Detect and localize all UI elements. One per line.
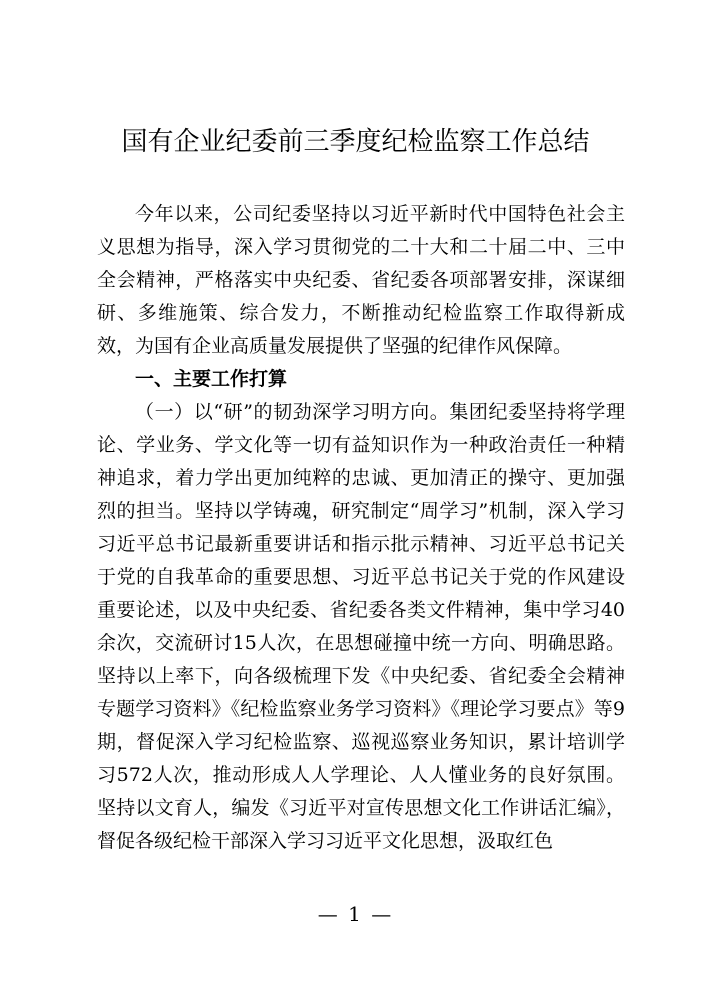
section-heading: 一、主要工作打算 [135,368,288,390]
section-paragraph: （一）以“研”的韧劲深学习明方向。集团纪委坚持将学理论、学业务、学文化等一切有益知识作为一种政治责任一种精神追求，着力学出更加纯粹的忠诚、更加清正的操守、更加强烈的担当。坚持以学铸魂，研究制定“周学习”机制，深入学习习近平总书记最新重要讲话和指示批示精神、习近平总书记关于党的自我革命的重要思想、习近平总书记关于党的作风建设重要论述，以及中央纪委、省纪委各类文件精神，集中学习40余次，交流研讨15人次，在思想碰撞中统一方向、明确思路。坚持以上率下，向各级梳理下发《中央纪委、省纪委全会精神专题学习资料》《纪检监察业务学习资料》《理论学习要点》等9期，督促深入学习纪检监察、巡视巡察业务知识，累计培训学习572人次，推动形成人人学理论、人人懂业务的良好氛围。坚持以文育人，编发《习近平对宣传思想文化工作讲话汇编》，督促各级纪检干部深入学习习近平文化思想，汲取红色 [97,401,625,852]
page-number: — 1 — [317,902,394,926]
document-title: 国有企业纪委前三季度纪检监察工作总结 [121,127,590,157]
intro-paragraph: 今年以来，公司纪委坚持以习近平新时代中国特色社会主义思想为指导，深入学习贯彻党的二十大和二十届二中、三中全会精神，严格落实中央纪委、省纪委各项部署安排，深谋细研、多维施策、综合发力，不断推动纪检监察工作取得新成效，为国有企业高质量发展提供了坚强的纪律作风保障。 [97,203,625,357]
